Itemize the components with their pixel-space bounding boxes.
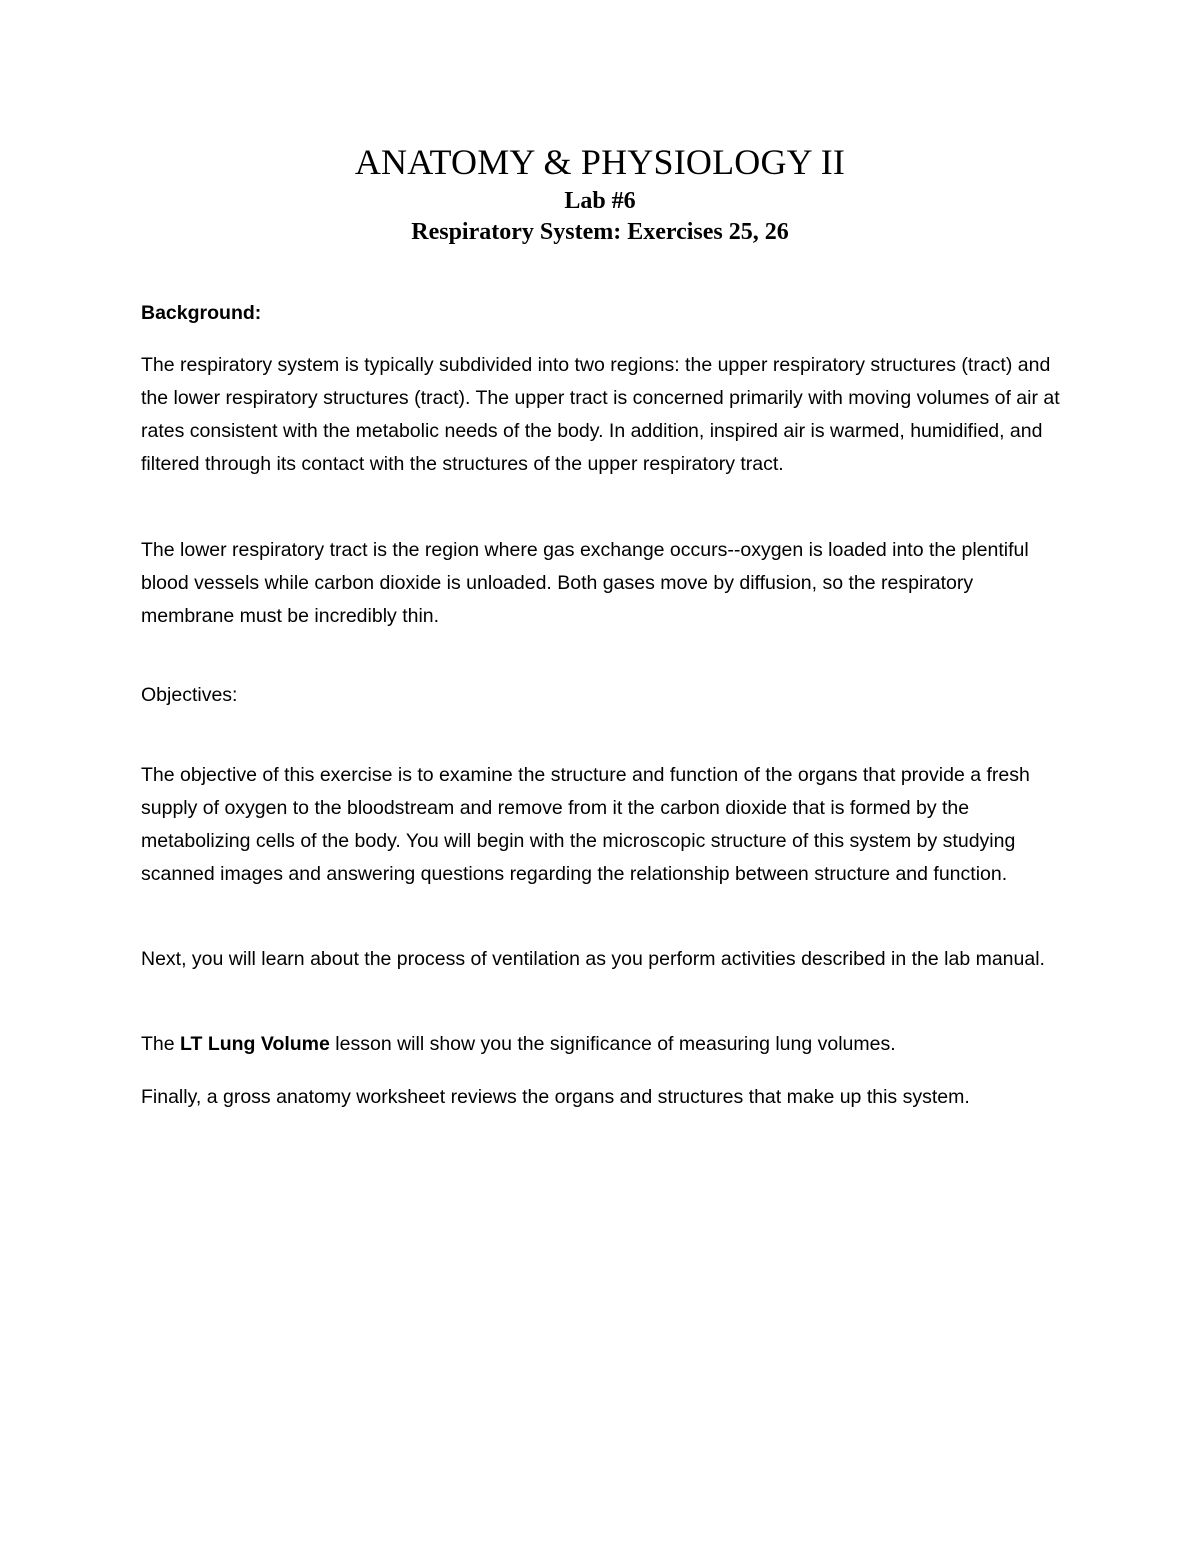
lt-lung-volume-term: LT Lung Volume xyxy=(180,1033,330,1055)
paragraph-3-prefix: The xyxy=(141,1033,181,1055)
lab-number: Lab #6 xyxy=(564,188,636,214)
objectives-paragraph-3 xyxy=(141,1028,1071,1061)
background-heading: Background: xyxy=(141,302,262,324)
background-paragraph-1: The respiratory system is typically subdivided into two regions: the upper respiratory structures (tract) and the lower respiratory structures (tract). The upper tract is concerned primarily with moving volumes of air at rates consistent with the metabolic needs of the body. In addition, inspired air is warmed, humidified, and filtered through its contact with the structures of the upper respiratory tract. xyxy=(141,354,1060,475)
objectives-paragraph-1: The objective of this exercise is to examine the structure and function of the organs that provide a fresh supply of oxygen to the bloodstream and remove from it the carbon dioxide that is formed by the metabolizing cells of the body. You will begin with the microscopic structure of this system by studying scanned images and answering questions regarding the relationship between structure and function. xyxy=(141,764,1030,885)
document-title: ANATOMY & PHYSIOLOGY II xyxy=(354,142,846,182)
objectives-heading: Objectives: xyxy=(141,684,238,706)
document-subtitle: Respiratory System: Exercises 25, 26 xyxy=(411,219,789,245)
background-paragraph-2: The lower respiratory tract is the region where gas exchange occurs--oxygen is loaded into the plentiful blood vessels while carbon dioxide is unloaded. Both gases move by diffusion, so the respiratory membrane must be incredibly thin. xyxy=(141,539,1029,627)
objectives-paragraph-2: Next, you will learn about the process of ventilation as you perform activities described in the lab manual. xyxy=(141,948,1045,970)
objectives-paragraph-4: Finally, a gross anatomy worksheet reviews the organs and structures that make up this system. xyxy=(141,1086,970,1108)
paragraph-3-suffix: lesson will show you the significance of measuring lung volumes. xyxy=(329,1033,896,1055)
